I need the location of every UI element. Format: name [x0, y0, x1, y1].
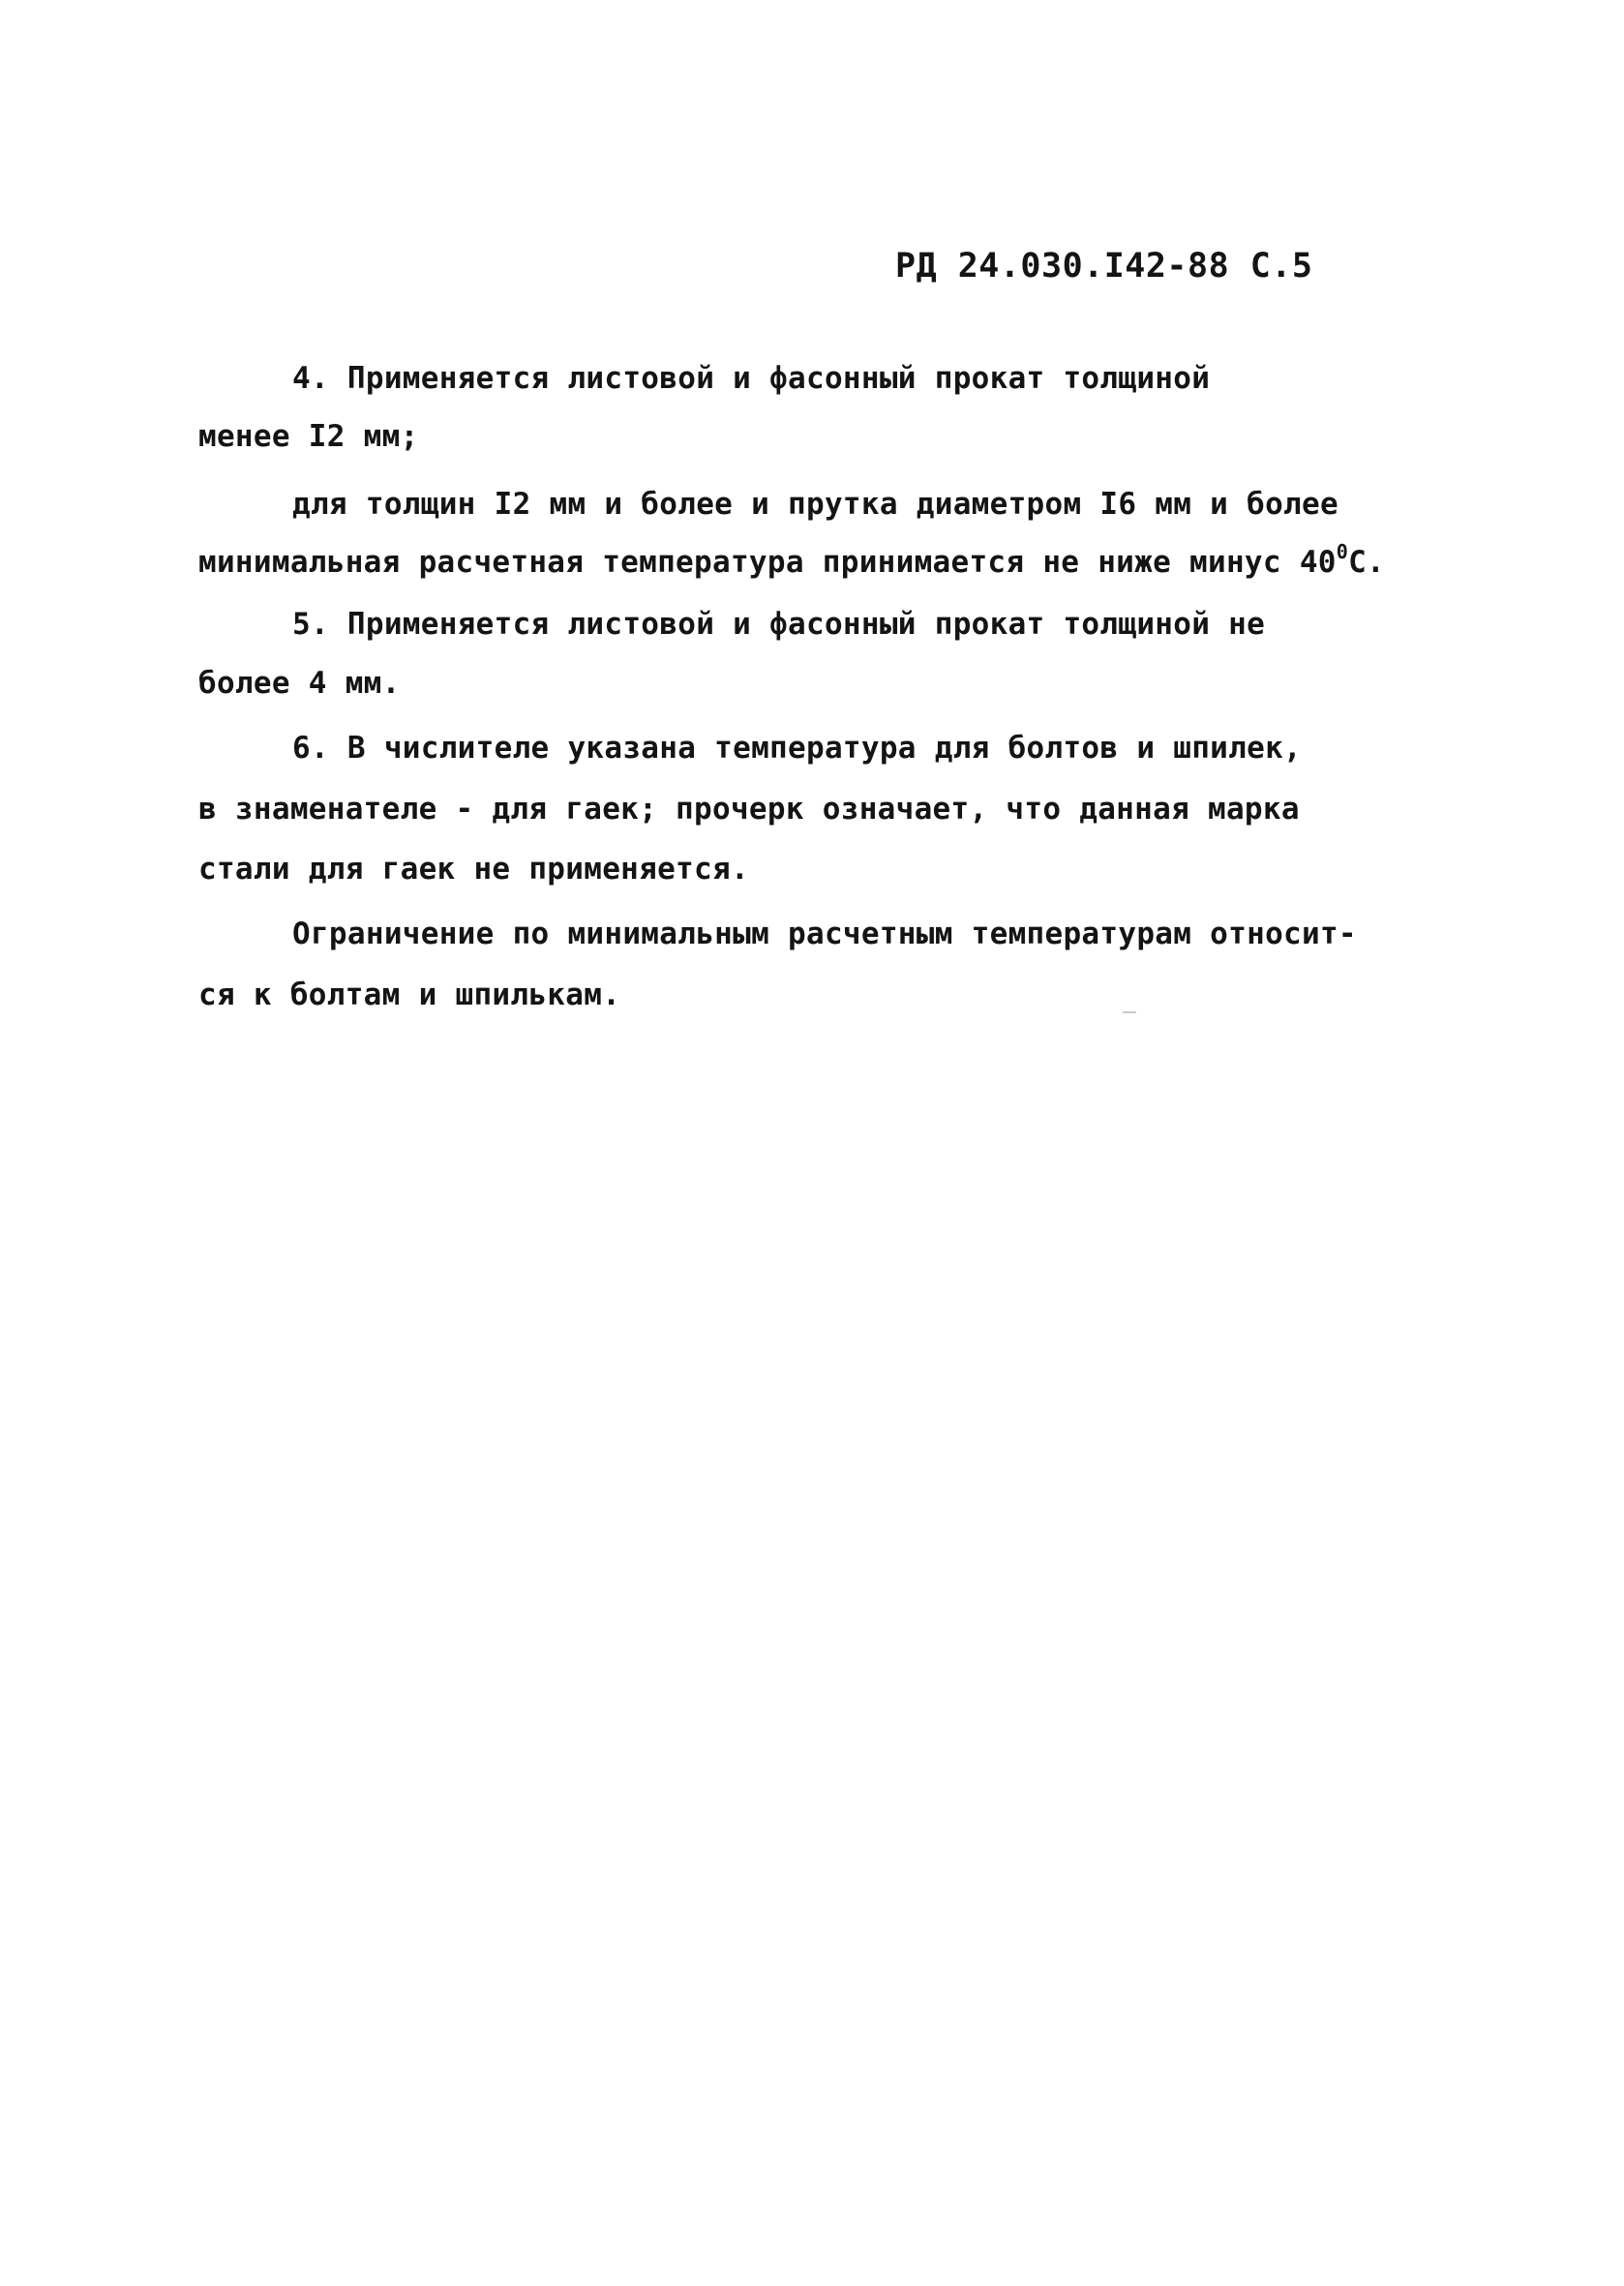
note-4-line-4 [198, 540, 1386, 580]
note-4-line-4-text: минимальная расчетная температура принимается не ниже минус 40 [198, 545, 1337, 580]
note-5-line-1: 5. Применяется листовой и фасонный прокат толщиной не [292, 607, 1266, 642]
scan-speck [1123, 1011, 1136, 1013]
note-4-line-1: 4. Применяется листовой и фасонный прокат толщиной [292, 361, 1211, 396]
temperature-unit: С. [1348, 545, 1386, 580]
restriction-line-2: ся к болтам и шпилькам. [198, 978, 621, 1012]
note-4-line-2: менее I2 мм; [198, 419, 419, 454]
note-6-line-3: стали для гаек не применяется. [198, 852, 749, 887]
degree-superscript: 0 [1336, 540, 1349, 563]
note-6-line-2: в знаменателе - для гаек; прочерк означает, что данная марка [198, 792, 1300, 827]
note-4-line-3: для толщин I2 мм и более и прутка диаметром I6 мм и более [292, 487, 1338, 522]
restriction-line-1: Ограничение по минимальным расчетным температурам относит- [292, 917, 1357, 951]
note-6-line-1: 6. В числителе указана температура для болтов и шпилек, [292, 731, 1302, 766]
note-5-line-2: более 4 мм. [198, 666, 401, 701]
document-reference-header: РД 24.030.I42-88 С.5 [895, 247, 1313, 286]
